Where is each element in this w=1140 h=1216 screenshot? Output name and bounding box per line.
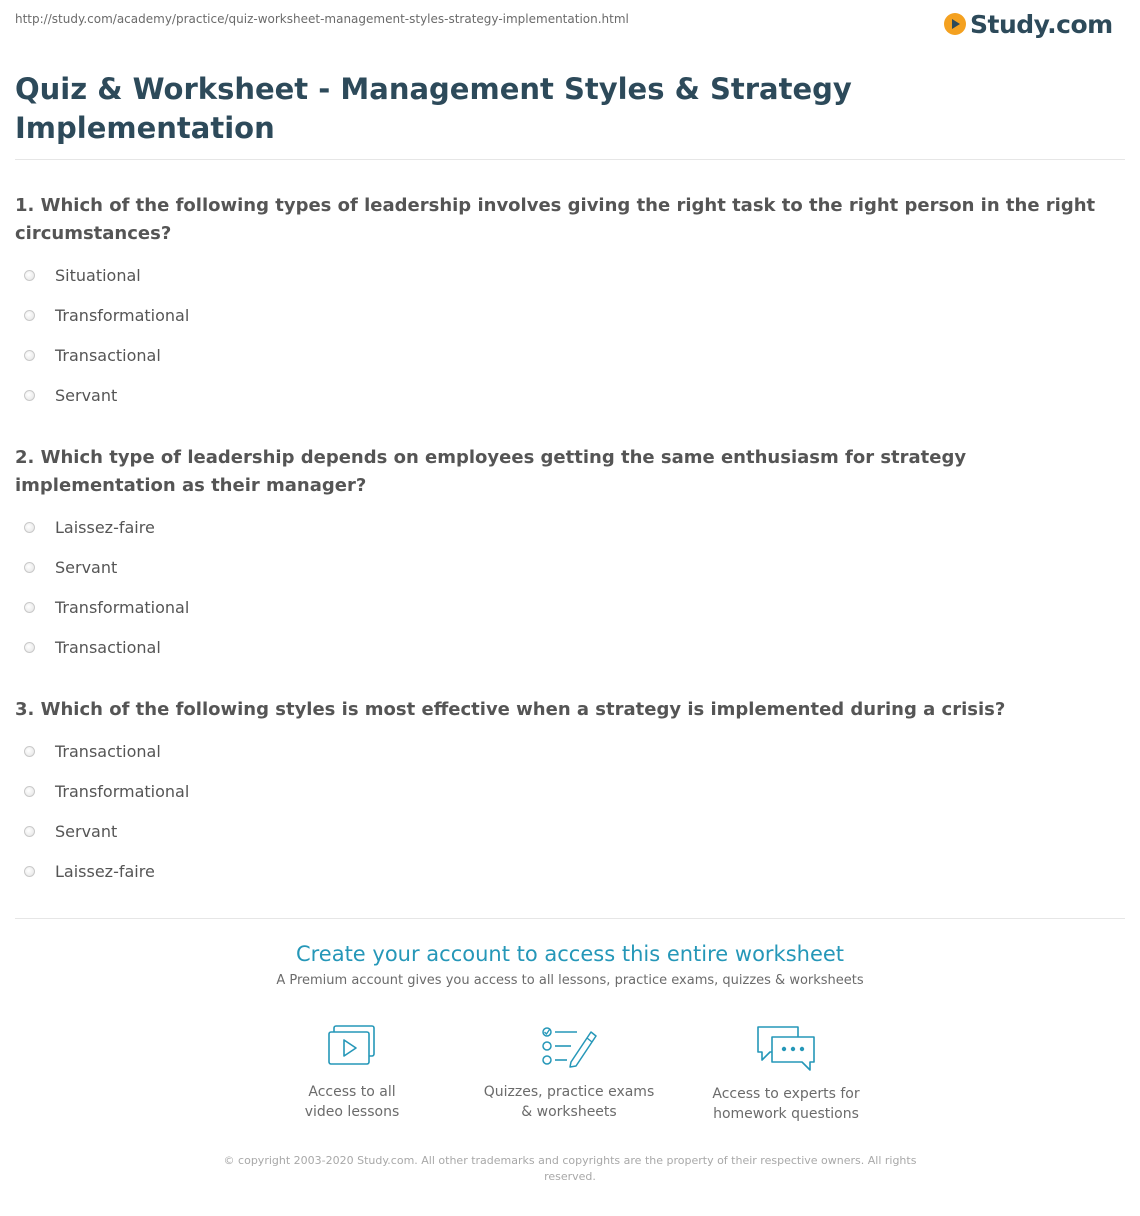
answer-option[interactable] — [15, 375, 1125, 415]
radio-icon[interactable] — [24, 562, 35, 573]
answer-option[interactable] — [15, 811, 1125, 851]
question-3 — [15, 696, 1125, 891]
answer-options — [15, 731, 1125, 891]
video-lesson-icon — [326, 1024, 378, 1070]
option-label: Transformational — [55, 781, 190, 801]
option-label: Servant — [55, 821, 118, 841]
option-label: Transformational — [55, 597, 190, 617]
radio-icon[interactable] — [24, 350, 35, 361]
question-text: 2. Which type of leadership depends on employees getting the same enthusiasm for strategy implementation as their manager? — [15, 447, 967, 496]
feature-label-line: video lessons — [304, 1104, 400, 1120]
question-text: 1. Which of the following types of leadership involves giving the right task to the right person in the right circumstances? — [15, 195, 1096, 244]
radio-icon[interactable] — [24, 826, 35, 837]
answer-option[interactable] — [15, 771, 1125, 811]
answer-option[interactable] — [15, 547, 1125, 587]
radio-icon[interactable] — [24, 270, 35, 281]
option-label: Situational — [55, 265, 141, 285]
feature-quizzes — [469, 1024, 669, 1122]
option-label: Servant — [55, 557, 118, 577]
question-1 — [15, 192, 1125, 415]
radio-icon[interactable] — [24, 390, 35, 401]
option-label: Laissez-faire — [55, 861, 155, 881]
study-logo[interactable] — [944, 6, 1113, 42]
answer-option[interactable] — [15, 851, 1125, 891]
quiz-checklist-icon — [541, 1024, 597, 1070]
copyright-notice: © copyright 2003-2020 Study.com. All other trademarks and copyrights are the property of their respective owners. All rights reserved. — [223, 1154, 917, 1183]
feature-label-line: Access to all — [308, 1084, 396, 1100]
feature-video-lessons — [252, 1024, 452, 1122]
answer-options — [15, 507, 1125, 667]
feature-experts — [686, 1024, 886, 1124]
answer-option[interactable] — [15, 255, 1125, 295]
radio-icon[interactable] — [24, 642, 35, 653]
feature-label-line: & worksheets — [521, 1104, 617, 1120]
option-label: Laissez-faire — [55, 517, 155, 537]
radio-icon[interactable] — [24, 866, 35, 877]
cta-divider — [15, 918, 1125, 919]
title-divider — [15, 159, 1125, 160]
answer-option[interactable] — [15, 731, 1125, 771]
answer-option[interactable] — [15, 627, 1125, 667]
radio-icon[interactable] — [24, 746, 35, 757]
question-text: 3. Which of the following styles is most effective when a strategy is implemented during a crisis? — [15, 699, 1006, 720]
page-title: Quiz & Worksheet - Management Styles & Strategy Implementation — [15, 72, 852, 145]
feature-label — [686, 1084, 886, 1124]
option-label: Transformational — [55, 305, 190, 325]
page-url: http://study.com/academy/practice/quiz-worksheet-management-styles-strategy-implementation.html — [15, 12, 629, 26]
radio-icon[interactable] — [24, 310, 35, 321]
option-label: Transactional — [55, 741, 161, 761]
play-circle-icon — [944, 13, 966, 35]
feature-label — [252, 1082, 452, 1122]
answer-option[interactable] — [15, 335, 1125, 375]
feature-label-line: Quizzes, practice exams — [483, 1084, 655, 1100]
option-label: Transactional — [55, 345, 161, 365]
feature-label-line: homework questions — [713, 1106, 859, 1122]
logo-text: Study.com — [970, 9, 1113, 39]
radio-icon[interactable] — [24, 602, 35, 613]
answer-options — [15, 255, 1125, 415]
feature-label-line: Access to experts for — [712, 1086, 860, 1102]
cta-subtitle: A Premium account gives you access to all lessons, practice exams, quizzes & worksheets — [276, 973, 864, 988]
answer-option[interactable] — [15, 507, 1125, 547]
answer-option[interactable] — [15, 295, 1125, 335]
question-2 — [15, 444, 1125, 667]
radio-icon[interactable] — [24, 522, 35, 533]
chat-bubbles-icon — [754, 1024, 818, 1072]
option-label: Transactional — [55, 637, 161, 657]
option-label: Servant — [55, 385, 118, 405]
radio-icon[interactable] — [24, 786, 35, 797]
feature-label — [469, 1082, 669, 1122]
answer-option[interactable] — [15, 587, 1125, 627]
cta-title[interactable]: Create your account to access this entire worksheet — [295, 942, 845, 966]
